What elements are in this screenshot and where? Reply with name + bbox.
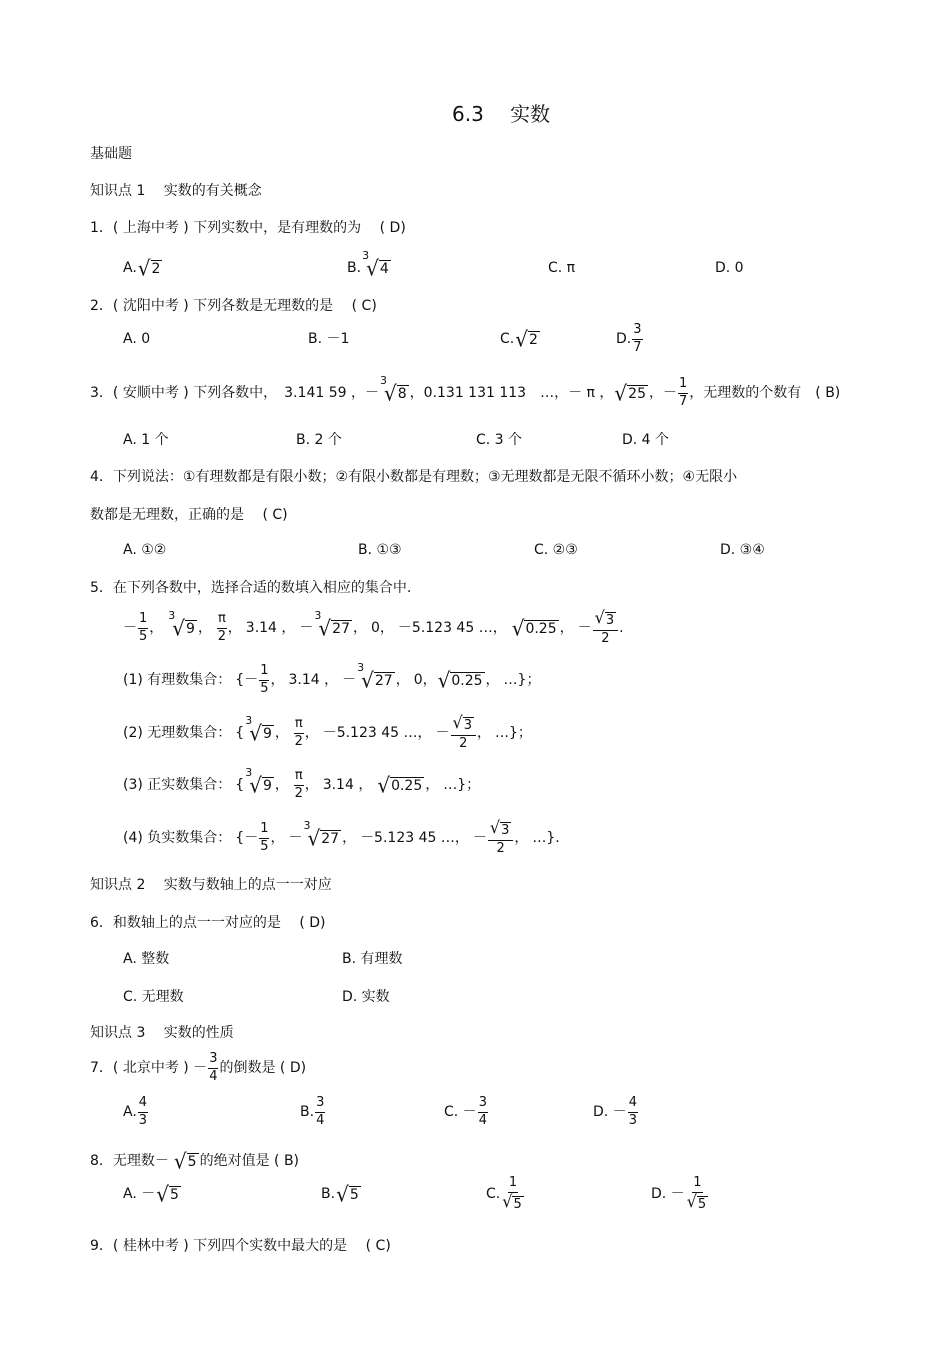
document-page: 6.3 实数 基础题 知识点 1 实数的有关概念 1．( 上海中考 ) 下列实数中，是有理数的为 ( D) A. √ 2 B. 3 √ 4 C. π D. 0 2．( 沈阳中考 ) 下列各数是无理数的是 ( C) A. 0 B. －1 C. √ 2 D. $\frac{3}{7}$ 3．( 安顺中考 ) 下列各数中， 3.141 59 ，－ 3 √ 8 ，0.131 131 113 …，－ π ， √ 25 ，－ $\frac{1}{7}$ ，无理数的个数有 ( B) A. 1 个 B. 2 个 C. 3 个 D. 4 个 4．下列说法：①有理数都是有限小数；②有限小数都是有理数；③无理数都是无限不循环小数；④无限小 数都是无理数，正确的是 ( C) A. ①② B. ①③ C. ②③ D. ③④ 5．在下列各数中，选择合适的数填入相应的集合中. － $\frac{1}{5}$ ， 3 √ 9 ， $\frac{\pi}{2}$ ， 3.14 ， － 3 √ 27 ， 0， －5.123 45 …， √ 0.25 ， － √ 3 2 . (1) 有理数集合： {－ $\frac{1}{5}$ ， 3.14 ， － 3 √ 27 ， 0， √ 0.25 ， …}； (2) 无理数集合： { 3 √ 9 ， $\frac{\pi}{2}$ ， －5.123 45 …， － √ 3 2 ， …}； (3) 正实数集合： { 3 √ 9 ， $\frac{\pi}{2}$ ， 3.14 ， √ 0.25 ， …}； (4) 负实数集合： {－ $\frac{1}{5}$ ， － 3 √ 27 ， －5.123 45 …， － √ 3 2 ， …}. 知识点 2 实数与数轴上的点一一对应 6．和数轴上的点一一对应的是 ( D) A. 整数 B. 有理数 C. 无理数 D. 实数 知识点 3 实数的性质 7．( 北京中考 ) － $\frac{3}{4}$ 的倒数是 ( D) A. $\frac{4}{3}$ B. $\frac{3}{4}$ C. － $\frac{3}{4}$ D. － $\frac{4}{3}$ 8．无理数－ √ 5 的绝对值是 ( B) A. － √ 5 B. √ 5 C. 1 √ 5 D. － 1 √ 5 9．( 桂林中考 ) 下列四个实数中最大的是 ( C) xyxy=(90,102,841,1254)
